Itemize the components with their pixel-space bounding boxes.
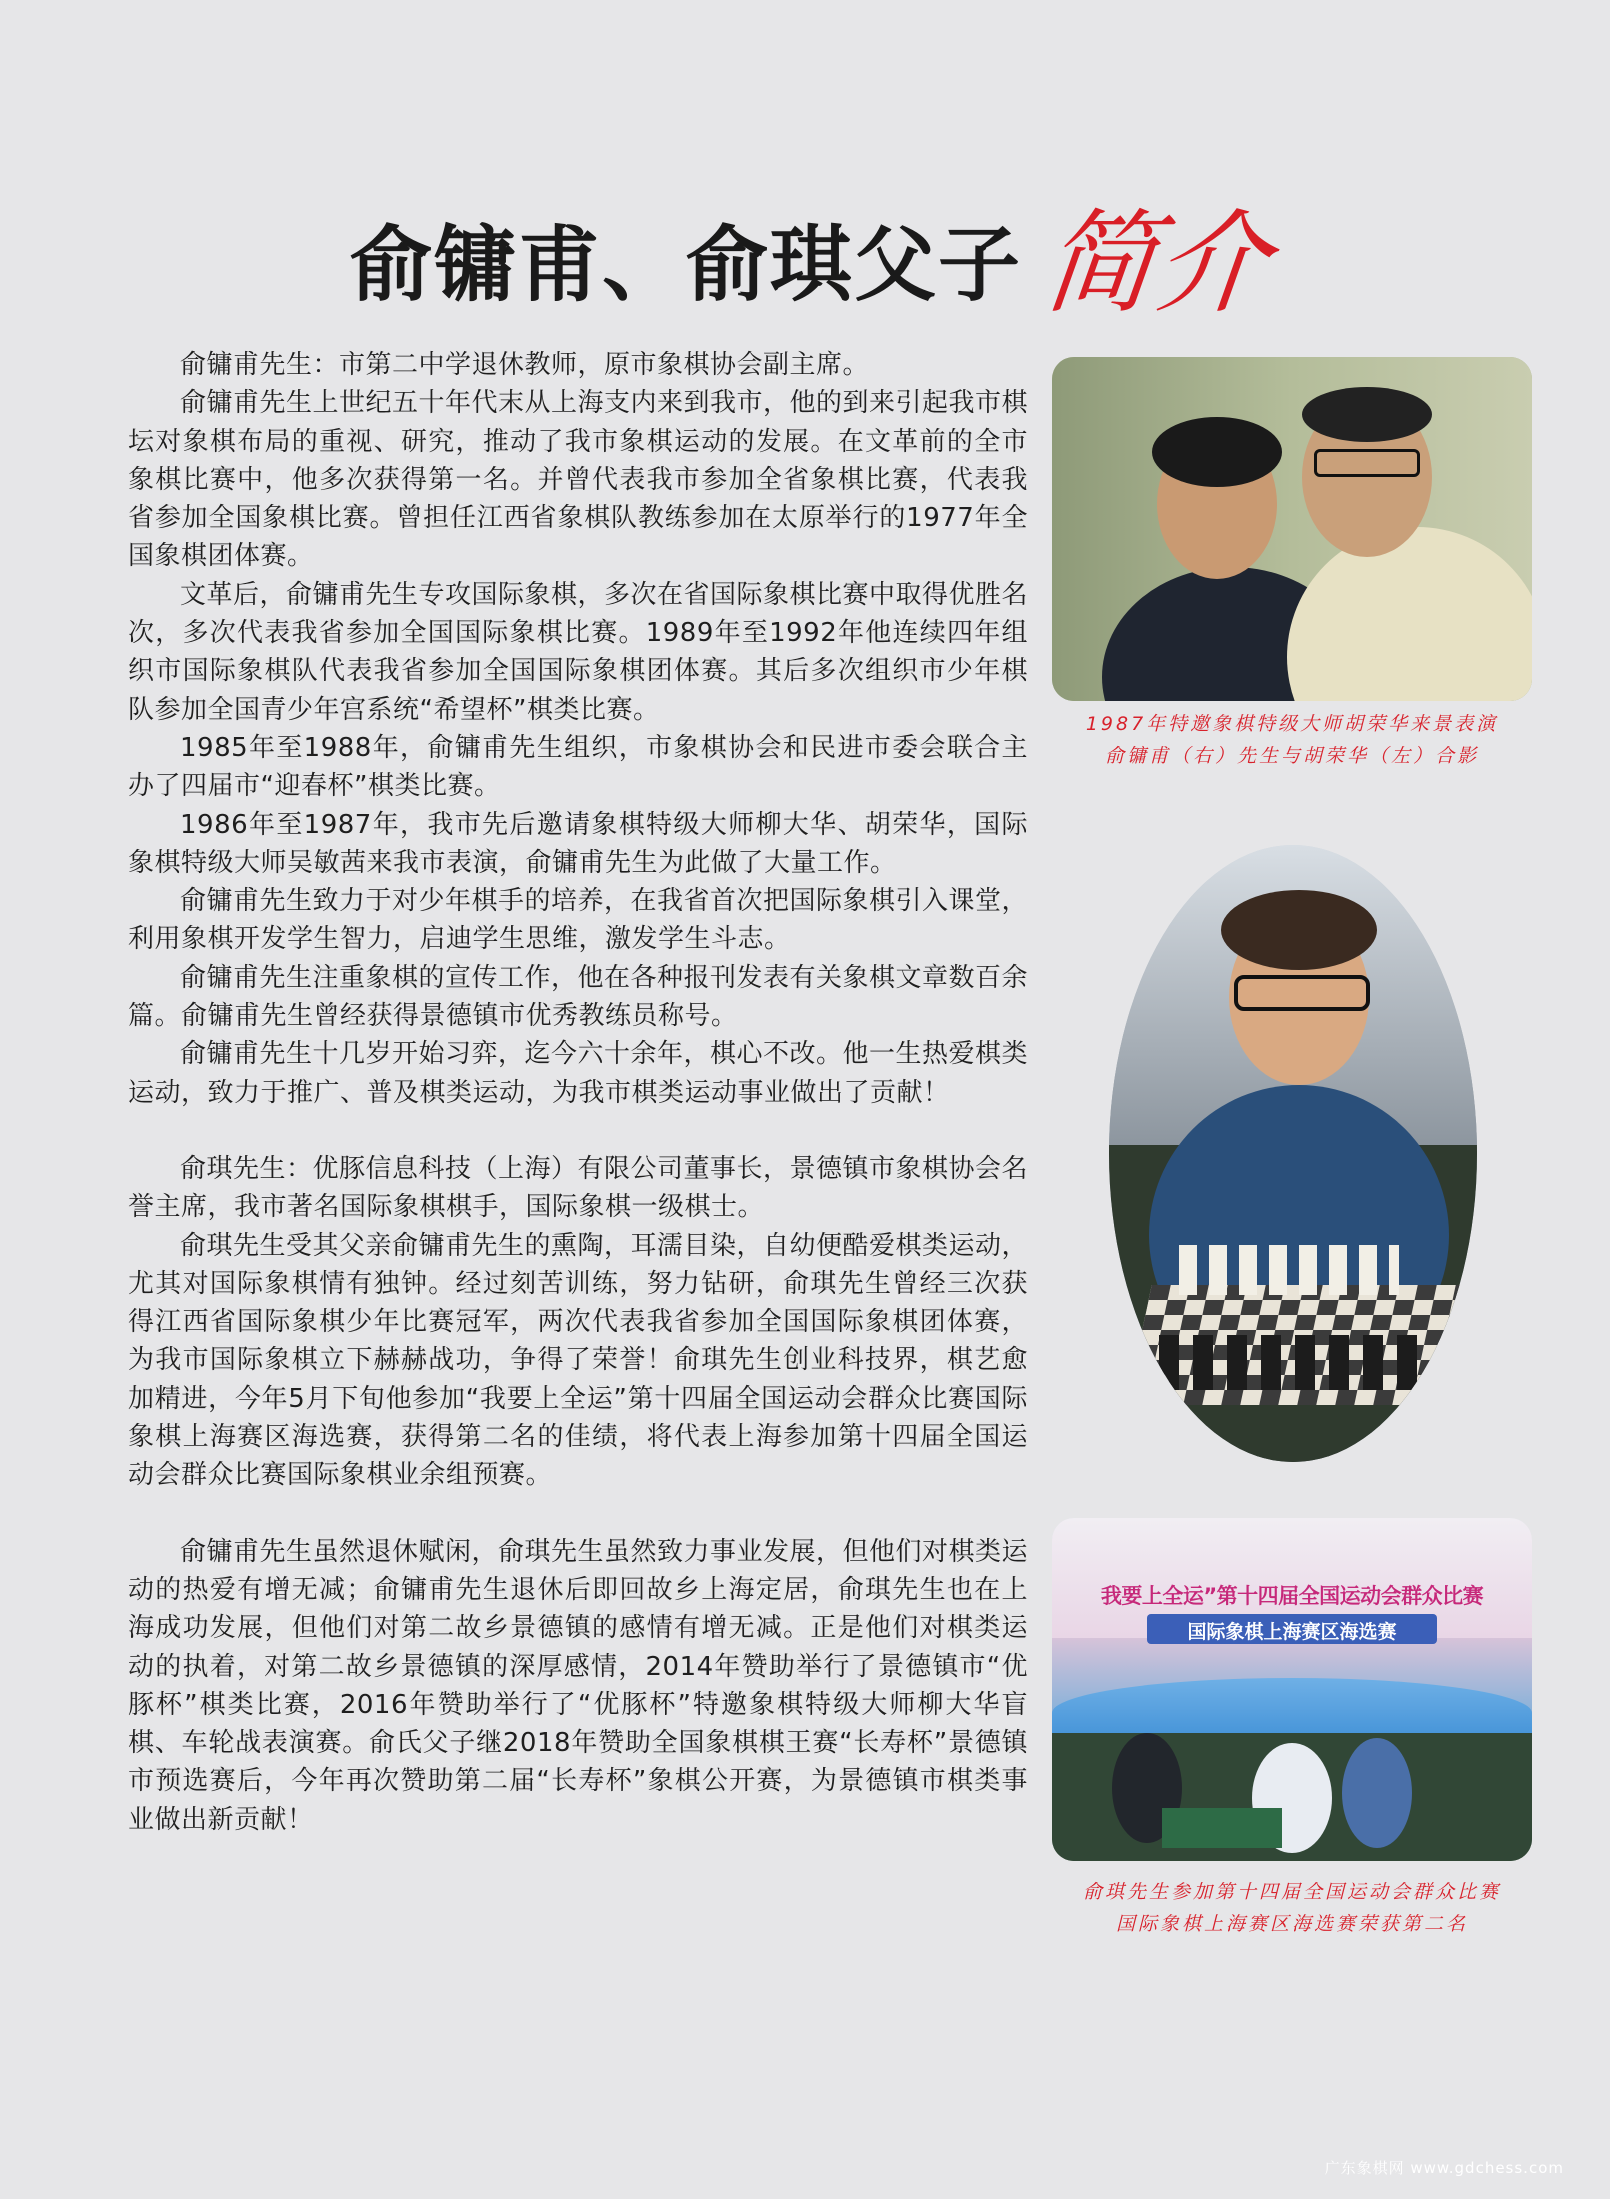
photo-1-caption [1012, 708, 1572, 772]
person-left-hair [1152, 417, 1282, 487]
paragraph: 1986年至1987年，我市先后邀请象棋特级大师柳大华、胡荣华，国际象棋特级大师吴敏茜来我市表演，俞镛甫先生为此做了大量工作。 [128, 809, 1028, 878]
caption-line: 俞琪先生参加第十四届全国运动会群众比赛 [1082, 1881, 1501, 1903]
player-3 [1342, 1738, 1412, 1848]
paragraph: 俞镛甫先生：市第二中学退休教师，原市象棋协会副主席。 [180, 350, 870, 380]
chess-pieces-black [1159, 1335, 1419, 1390]
paragraph-gap [128, 1112, 1028, 1150]
photo-chess-portrait [1109, 845, 1477, 1462]
paragraph: 文革后，俞镛甫先生专攻国际象棋，多次在省国际象棋比赛中取得优胜名次，多次代表我省参加全国国际象棋比赛。1989年至1992年他连续四年组织市国际象棋队代表我省参加全国国际象棋团体赛。其后多次组织市少年棋队参加全国青少年宫系统“希望杯”棋类比赛。 [128, 579, 1029, 725]
paragraph: 俞镛甫先生十几岁开始习弈，迄今六十余年，棋心不改。他一生热爱棋类运动，致力于推广、普及棋类运动，为我市棋类运动事业做出了贡献！ [128, 1039, 1029, 1108]
paragraph: 俞镛甫先生上世纪五十年代末从上海支内来到我市，他的到来引起我市棋坛对象棋布局的重视、研究，推动了我市象棋运动的发展。在文革前的全市象棋比赛中，他多次获得第一名。并曾代表我市参加全省象棋比赛，代表我省参加全国象棋比赛。曾担任江西省象棋队教练参加在太原举行的1977年全国象棋团体赛。 [128, 388, 1029, 572]
person-hair [1221, 890, 1377, 970]
caption-line: 俞镛甫（右）先生与胡荣华（左）合影 [1104, 745, 1479, 767]
glasses-icon [1314, 449, 1420, 477]
paragraph: 俞琪先生受其父亲俞镛甫先生的熏陶，耳濡目染，自幼便酷爱棋类运动，尤其对国际象棋情有独钟。经过刻苦训练，努力钻研，俞琪先生曾经三次获得江西省国际象棋少年比赛冠军，两次代表我省参加全国国际象棋团体赛，为我市国际象棋立下赫赫战功，争得了荣誉！俞琪先生创业科技界，棋艺愈加精进，今年5月下旬他参加“我要上全运”第十四届全国运动会群众比赛国际象棋上海赛区海选赛，获得第二名的佳绩，将代表上海参加第十四届全国运动会群众比赛国际象棋业余组预赛。 [128, 1230, 1029, 1491]
site-watermark: 广东象棋网 www.gdchess.com [1324, 2159, 1564, 2177]
paragraph: 俞琪先生：优豚信息科技（上海）有限公司董事长，景德镇市象棋协会名誉主席，我市著名国际象棋棋手，国际象棋一级棋士。 [128, 1153, 1029, 1223]
person-right-hair [1302, 387, 1432, 442]
photo-3-caption [1012, 1876, 1572, 1940]
paragraph: 1985年至1988年，俞镛甫先生组织，市象棋协会和民进市委会联合主办了四届市“迎春杯”棋类比赛。 [128, 732, 1028, 802]
paragraph: 俞镛甫先生致力于对少年棋手的培养，在我省首次把国际象棋引入课堂，利用象棋开发学生智力，启迪学生思维，激发学生斗志。 [128, 886, 1029, 955]
caption-line: 1987年特邀象棋特级大师胡荣华来景表演 [1085, 713, 1499, 735]
title-accent: 简介 [1037, 199, 1275, 329]
paragraph: 俞镛甫先生注重象棋的宣传工作，他在各种报刊发表有关象棋文章数百余篇。俞镛甫先生曾经获得景德镇市优秀教练员称号。 [128, 962, 1029, 1032]
page-title [350, 180, 1275, 329]
photo-competition [1052, 1518, 1532, 1861]
chess-table [1162, 1808, 1282, 1848]
article-body [128, 346, 1028, 1839]
paragraph: 俞镛甫先生虽然退休赋闲，俞琪先生虽然致力事业发展，但他们对棋类运动的热爱有增无减；俞镛甫先生退休后即回故乡上海定居，俞琪先生也在上海成功发展，但他们对第二故乡景德镇的感情有增无减。正是他们对棋类运动的执着，对第二故乡景德镇的深厚感情，2014年赞助举行了景德镇市“优豚杯”棋类比赛，2016年赞助举行了“优豚杯”特邀象棋特级大师柳大华盲棋、车轮战表演赛。俞氏父子继2018年赞助全国象棋棋王赛“长寿杯”景德镇市预选赛后，今年再次赞助第二届“长寿杯”象棋公开赛，为景德镇市棋类事业做出新贡献！ [128, 1536, 1029, 1835]
paragraph-gap [128, 1495, 1028, 1533]
photo-1987-portrait [1052, 357, 1532, 701]
banner-line-2: 国际象棋上海赛区海选赛 [1187, 1621, 1397, 1643]
banner-line-1: 我要上全运”第十四届全国运动会群众比赛 [1100, 1584, 1484, 1608]
caption-line: 国际象棋上海赛区海选赛荣获第二名 [1115, 1913, 1468, 1935]
chess-pieces-white [1179, 1245, 1399, 1295]
glasses-icon [1234, 975, 1370, 1011]
title-main: 俞镛甫、俞琪父子 [350, 217, 1023, 313]
